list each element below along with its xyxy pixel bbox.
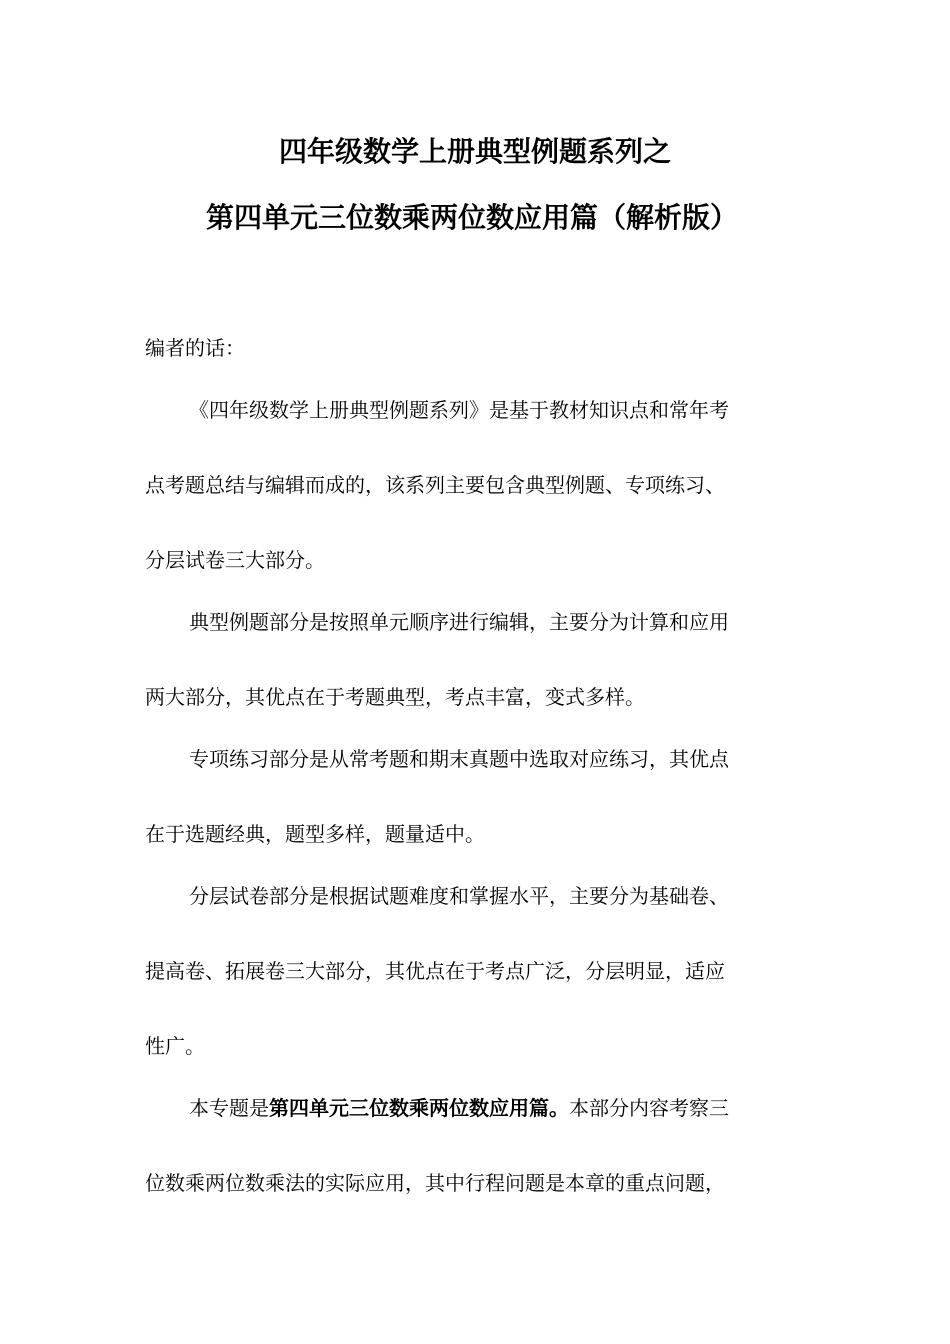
paragraph-5-suffix: 本部分内容考察三 bbox=[569, 1096, 729, 1120]
paragraph-5-line-2: 位数乘两位数乘法的实际应用，其中行程问题是本章的重点问题， bbox=[145, 1171, 725, 1195]
paragraph-2-line-2: 两大部分，其优点在于考题典型，考点丰富，变式多样。 bbox=[145, 685, 645, 709]
paragraph-5-prefix: 本专题是 bbox=[189, 1096, 269, 1120]
paragraph-1-line-1: 《四年级数学上册典型例题系列》是基于教材知识点和常年考 bbox=[189, 398, 729, 422]
preface-heading: 编者的话： bbox=[145, 336, 245, 360]
paragraph-4-line-3: 性广。 bbox=[145, 1034, 205, 1058]
document-title-line-2: 第四单元三位数乘两位数应用篇（解析版） bbox=[205, 201, 738, 234]
paragraph-1-line-2: 点考题总结与编辑而成的，该系列主要包含典型例题、专项练习、 bbox=[145, 473, 725, 497]
paragraph-3-line-1: 专项练习部分是从常考题和期末真题中选取对应练习，其优点 bbox=[189, 747, 729, 771]
topic-highlight: 第四单元三位数乘两位数应用篇。 bbox=[269, 1096, 569, 1120]
paragraph-2-line-1: 典型例题部分是按照单元顺序进行编辑，主要分为计算和应用 bbox=[189, 610, 729, 634]
paragraph-3-line-2: 在于选题经典，题型多样，题量适中。 bbox=[145, 822, 485, 846]
paragraph-5-line-1 bbox=[189, 1094, 795, 1122]
document-title-line-1: 四年级数学上册典型例题系列之 bbox=[278, 135, 671, 168]
paragraph-4-line-1: 分层试卷部分是根据试题难度和掌握水平，主要分为基础卷、 bbox=[189, 884, 729, 908]
paragraph-1-line-3: 分层试卷三大部分。 bbox=[145, 548, 325, 572]
paragraph-4-line-2: 提高卷、拓展卷三大部分，其优点在于考点广泛，分层明显，适应 bbox=[145, 959, 725, 983]
